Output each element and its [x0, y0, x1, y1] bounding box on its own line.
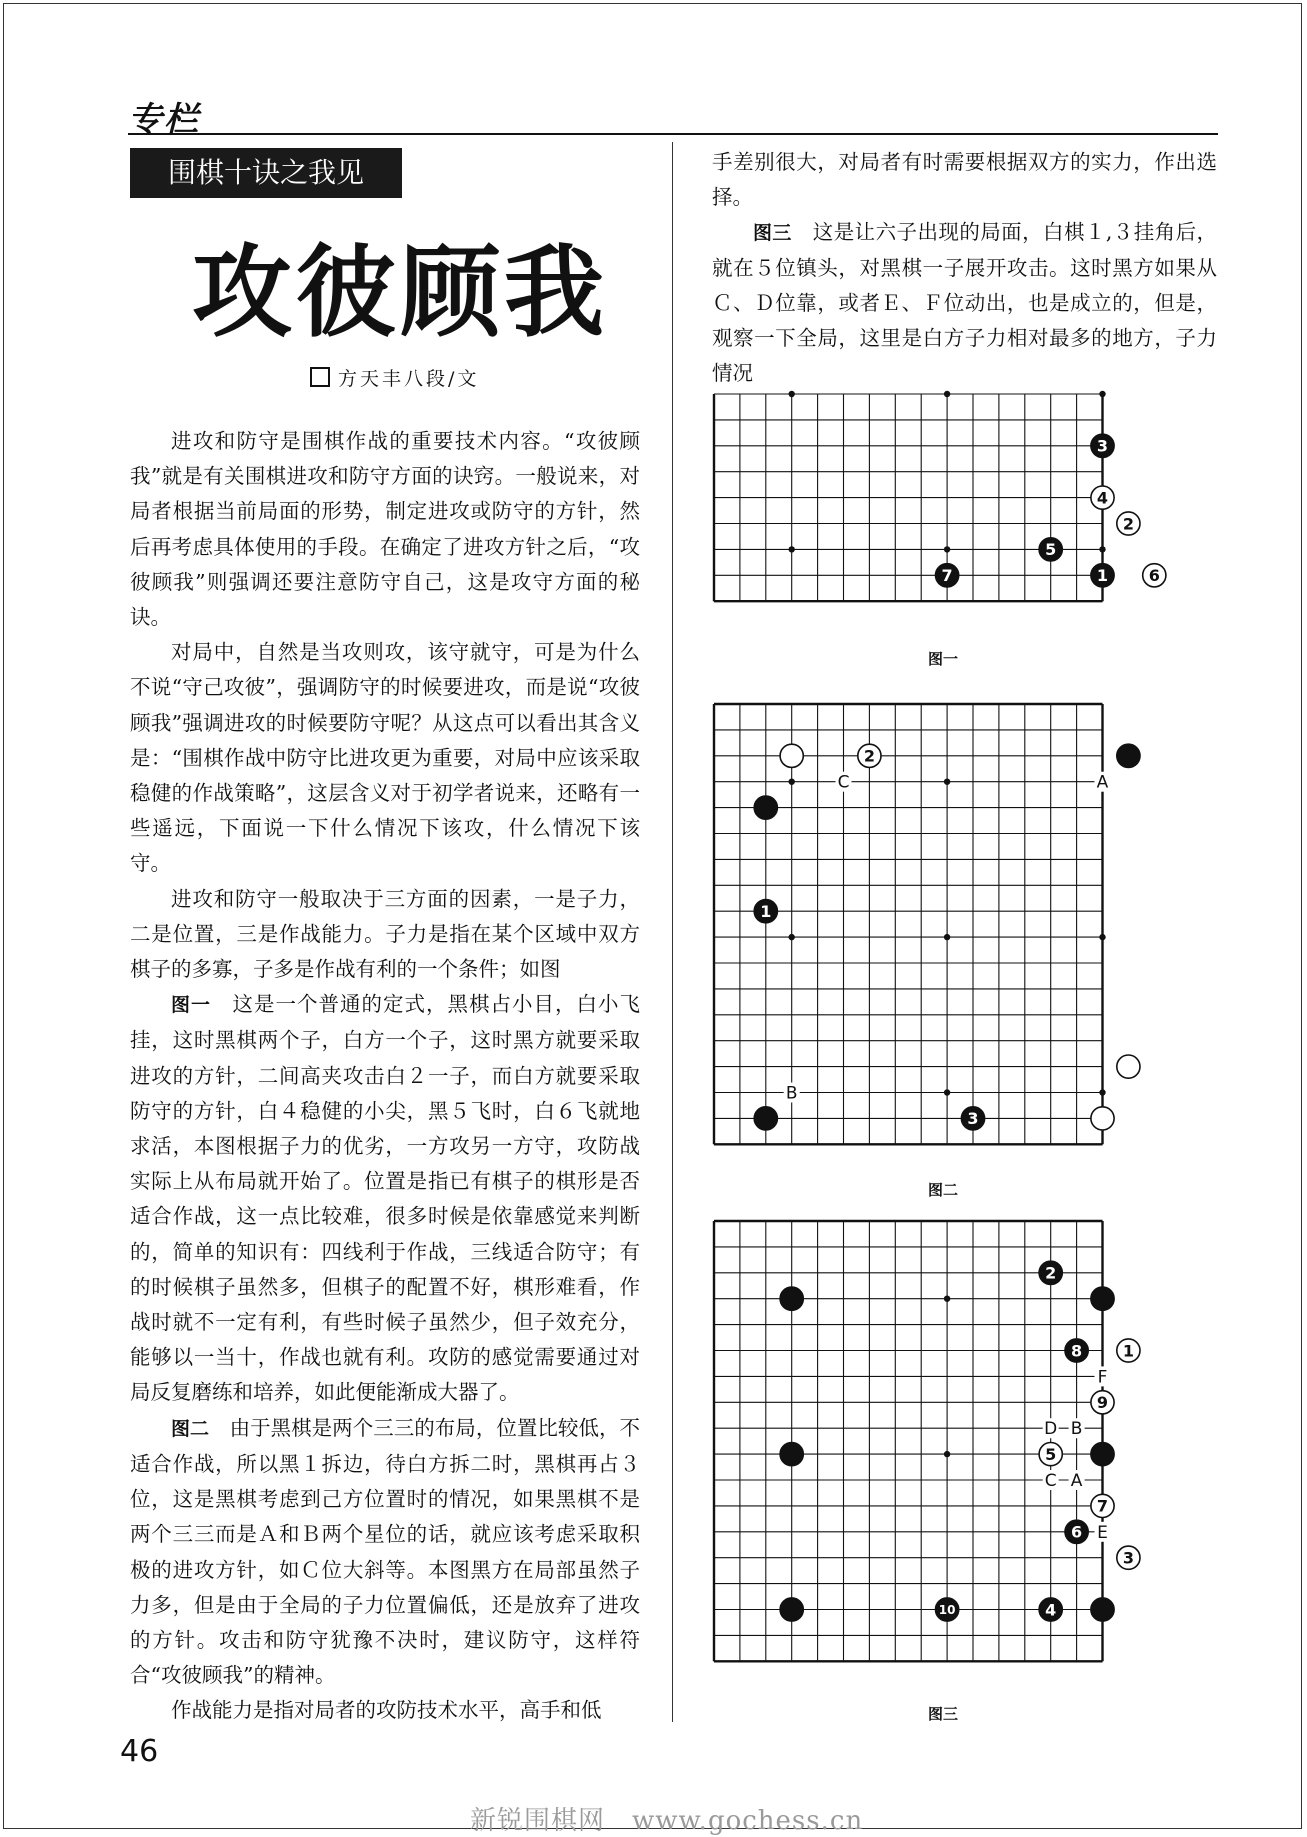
black-stone: [1117, 744, 1140, 767]
move-number: 3: [967, 1109, 979, 1129]
black-stone: [754, 1107, 777, 1130]
star-point: [944, 1296, 950, 1302]
star-point: [1099, 391, 1105, 397]
black-stone: [780, 1443, 803, 1466]
go-diagram-3: [705, 1212, 1185, 1692]
white-stone: [1091, 1107, 1114, 1130]
move-number: 3: [1122, 1548, 1134, 1568]
byline: [310, 364, 479, 391]
black-stone: [1091, 1443, 1114, 1466]
move-number: 2: [863, 746, 875, 766]
board-letter: A: [1070, 1471, 1083, 1491]
board-letter: C: [1044, 1471, 1057, 1491]
move-number: 8: [1071, 1341, 1083, 1361]
paragraph: [712, 215, 1217, 391]
move-number: 4: [1096, 488, 1109, 508]
column-divider: [672, 142, 673, 1722]
figure-1-caption: 图一: [928, 650, 959, 668]
go-diagram-2: [705, 695, 1185, 1175]
move-number: 6: [1148, 566, 1160, 586]
paragraph: 作战能力是指对局者的攻防技术水平，高手和低: [171, 1698, 602, 1723]
star-point: [789, 934, 795, 940]
black-stone: [780, 1287, 803, 1310]
board-letter: B: [785, 1083, 798, 1104]
move-number: 10: [938, 1602, 956, 1617]
move-number: 5: [1045, 1444, 1057, 1464]
paragraph: 对局中，自然是当攻则攻，该守就守，可是为什么不说“守己攻彼”，强调防守的时候要进攻，而是说“攻彼顾我”强调进攻的时候要防守呢？从这点可以看出其含义是：“围棋作战中防守比进攻更为重要，对局中应该采取稳健的作战策略”，这层含义对于初学者说来，还略有一些遥远，下面说一下什么情况下该攻，什么情况下该守。: [130, 640, 640, 876]
white-stone: [1117, 1055, 1140, 1078]
board-letter: F: [1097, 1367, 1108, 1388]
paragraph: 进攻和防守是围棋作战的重要技术内容。“攻彼顾我”就是有关围棋进攻和防守方面的诀窍。一般说来，对局者根据当前局面的形势，制定进攻或防守的方针，然后再考虑具体使用的手段。在确定了进攻方针之后，“攻彼顾我”则强调还要注意防守自己，这是攻守方面的秘诀。: [130, 429, 640, 630]
white-stone: [780, 744, 803, 767]
black-stone: [754, 796, 777, 819]
paragraph: [130, 1411, 640, 1694]
figure-3-caption: 图三: [928, 1705, 959, 1723]
board-letter: C: [837, 772, 850, 793]
section-tag: 围棋十诀之我见: [130, 148, 402, 198]
star-point: [944, 1451, 950, 1457]
black-stone: [1091, 1598, 1114, 1621]
figure-ref: 图三: [753, 222, 792, 244]
right-column: [712, 145, 1217, 391]
paragraph-text: 这是让六子出现的局面，白棋１,３挂角后，就在５位镇头，对黑棋一子展开攻击。这时黑方如果从Ｃ、Ｄ位靠，或者Ｅ、Ｆ位动出，也是成立的，但是，观察一下全局，这里是白方子力相对最多的地方，子力情况: [712, 220, 1217, 385]
star-point: [789, 546, 795, 552]
paragraph: 手差别很大，对局者有时需要根据双方的实力，作出选择。: [712, 150, 1217, 209]
star-point: [944, 1089, 950, 1095]
board-letter: E: [1097, 1522, 1108, 1543]
move-number: 7: [1096, 1496, 1109, 1516]
article-title: 攻彼顾我: [192, 234, 608, 351]
move-number: 4: [1045, 1600, 1057, 1620]
star-point: [944, 934, 950, 940]
star-point: [1099, 934, 1105, 940]
figure-ref: 图二: [171, 1417, 210, 1440]
star-point: [944, 391, 950, 397]
left-column: [130, 424, 640, 1729]
board-letter: B: [1070, 1419, 1083, 1440]
paragraph-text: 由于黑棋是两个三三的布局，位置比较低，不适合作战，所以黑１拆边，待白方拆二时，黑棋再占３位，这是黑棋考虑到己方位置时的情况，如果黑棋不是两个三三而是Ａ和Ｂ两个星位的话，就应该考虑采取积极的进攻方针，如Ｃ位大斜等。本图黑方在局部虽然子力多，但是由于全局的子力位置偏低，还是放弃了进攻的方针。攻击和防守犹豫不决时，建议防守，这样符合“攻彼顾我”的精神。: [130, 1415, 640, 1688]
star-point: [1099, 546, 1105, 552]
header-rule: [128, 133, 1218, 135]
paragraph: [130, 987, 640, 1410]
paragraph-text: 这是一个普通的定式，黑棋占小目，白小飞挂，这时黑棋两个子，白方一个子，这时黑方就要采取进攻的方针，二间高夹攻击白２一子，而白方就要采取防守的方针，白４稳健的小尖，黑５飞时，白６飞就地求活，本图根据子力的优劣，一方攻另一方守，攻防战实际上从布局就开始了。位置是指已有棋子的棋形是否适合作战，这一点比较难，很多时候是依靠感觉来判断的，简单的知识有：四线利于作战，三线适合防守；有的时候棋子虽然多，但棋子的配置不好，棋形难看，作战时就不一定有利，有些时候子虽然少，但子效充分，能够以一当十，作战也就有利。攻防的感觉需要通过对局反复磨练和培养，如此便能渐成大器了。: [130, 992, 640, 1405]
star-point: [1099, 1089, 1105, 1095]
byline-text: 方天丰八段/文: [338, 368, 480, 390]
move-number: 9: [1096, 1393, 1109, 1413]
move-number: 3: [1096, 436, 1109, 456]
board-letter: A: [1096, 772, 1109, 793]
figure-ref: 图一: [171, 994, 211, 1017]
column-name: 专栏: [128, 100, 200, 140]
square-icon: [310, 367, 330, 387]
page-number: 46: [120, 1734, 159, 1769]
paragraph: 进攻和防守一般取决于三方面的因素，一是子力，二是位置，三是作战能力。子力是指在某个区域中双方棋子的多寡，子多是作战有利的一个条件；如图: [130, 886, 640, 982]
star-point: [789, 391, 795, 397]
go-diagram-1: [705, 385, 1185, 645]
star-point: [944, 779, 950, 785]
move-number: 1: [760, 901, 772, 921]
move-number: 2: [1045, 1263, 1057, 1283]
move-number: 2: [1122, 514, 1134, 534]
black-stone: [1091, 1287, 1114, 1310]
move-number: 1: [1122, 1341, 1134, 1361]
move-number: 1: [1096, 566, 1109, 586]
black-stone: [780, 1598, 803, 1621]
watermark: 新锐围棋网 www.gochess.cn: [470, 1806, 864, 1836]
board-letter: D: [1044, 1419, 1058, 1440]
move-number: 6: [1071, 1522, 1083, 1542]
figure-2-caption: 图二: [928, 1181, 959, 1199]
move-number: 5: [1045, 540, 1057, 560]
move-number: 7: [941, 566, 953, 586]
star-point: [944, 546, 950, 552]
star-point: [789, 779, 795, 785]
